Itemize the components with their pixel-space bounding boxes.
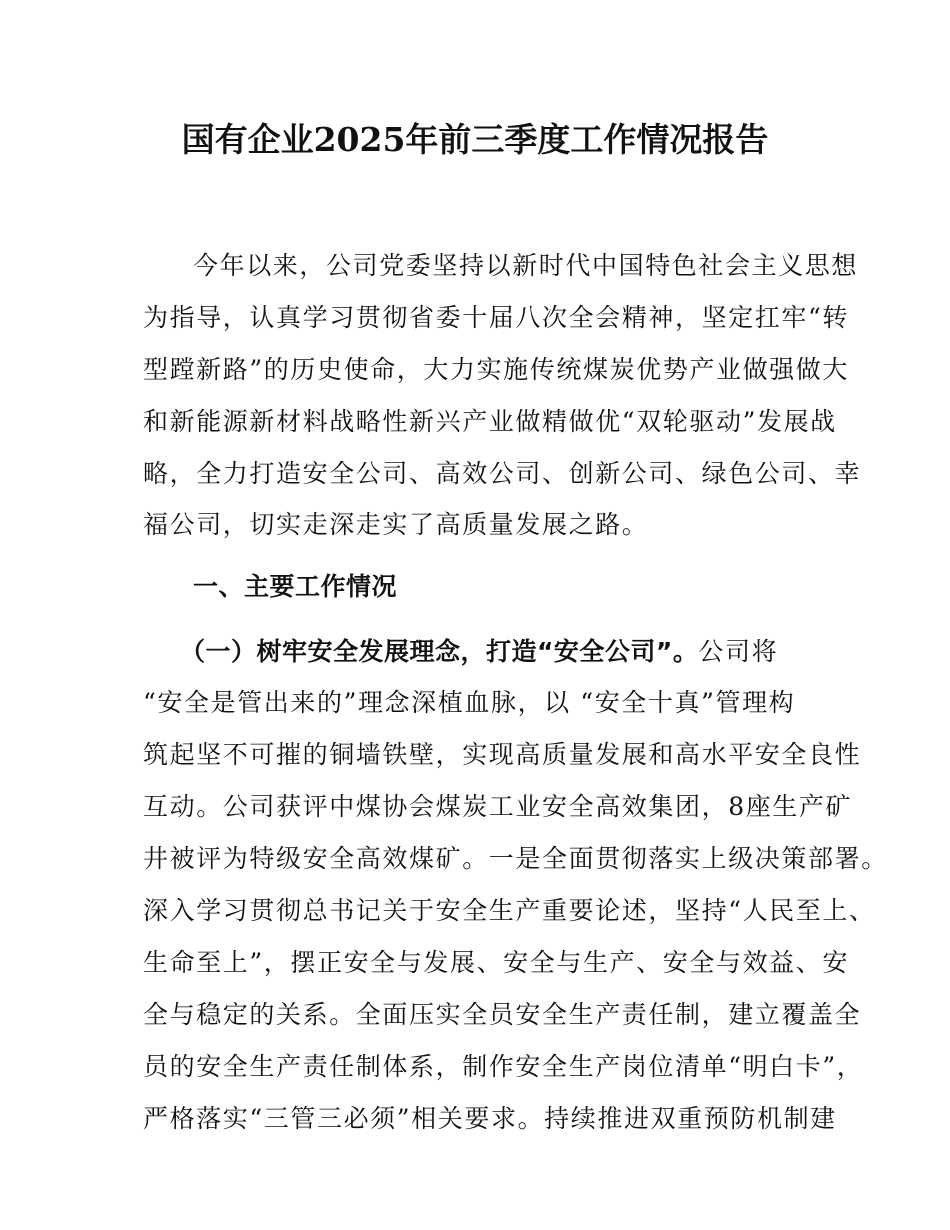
paragraph-line: 筑起坚不可摧的铜墙铁壁，实现高质量发展和高水平安全良性 bbox=[143, 740, 862, 769]
paragraph-line: “安全是管出来的”理念深植血脉，以 “安全十真”管理构 bbox=[143, 688, 796, 717]
subsection-first-line-text: 公司将 bbox=[698, 637, 779, 666]
paragraph-line: 为指导，认真学习贯彻省委十届八次全会精神，坚定扛牢“转 bbox=[143, 303, 849, 332]
section-heading: 一、主要工作情况 bbox=[193, 572, 398, 601]
paragraph-line: 员的安全生产责任制体系，制作安全生产岗位清单“明白卡”， bbox=[143, 1052, 864, 1081]
subsection-heading: （一）树牢安全发展理念，打造“安全公司”。 bbox=[180, 637, 699, 666]
paragraph-line: 严格落实“三管三必须”相关要求。持续推进双重预防机制建 bbox=[143, 1104, 837, 1133]
paragraph-line: 生命至上”，摆正安全与发展、安全与生产、安全与效益、安 bbox=[143, 948, 849, 977]
paragraph-line: 全与稳定的关系。全面压实全员安全生产责任制，建立覆盖全 bbox=[143, 1000, 862, 1029]
paragraph-line: 和新能源新材料战略性新兴产业做精做优“双轮驱动”发展战 bbox=[143, 407, 837, 436]
subsection-first-line bbox=[180, 632, 860, 672]
paragraph-line: 深入学习贯彻总书记关于安全生产重要论述，坚持“人民至上、 bbox=[143, 896, 876, 925]
paragraph-line: 略，全力打造安全公司、高效公司、创新公司、绿色公司、幸 bbox=[143, 459, 862, 488]
paragraph-line: 井被评为特级安全高效煤矿。一是全面贯彻落实上级决策部署。 bbox=[143, 844, 888, 873]
paragraph-line: 今年以来，公司党委坚持以新时代中国特色社会主义思想 bbox=[193, 251, 859, 280]
paragraph-line: 福公司，切实走深走实了高质量发展之路。 bbox=[143, 510, 649, 539]
document-title: 国有企业2025年前三季度工作情况报告 bbox=[181, 120, 769, 159]
paragraph-line: 互动。公司获评中煤协会煤炭工业安全高效集团，8座生产矿 bbox=[143, 792, 853, 821]
paragraph-line: 型蹚新路”的历史使命，大力实施传统煤炭优势产业做强做大 bbox=[143, 355, 849, 384]
